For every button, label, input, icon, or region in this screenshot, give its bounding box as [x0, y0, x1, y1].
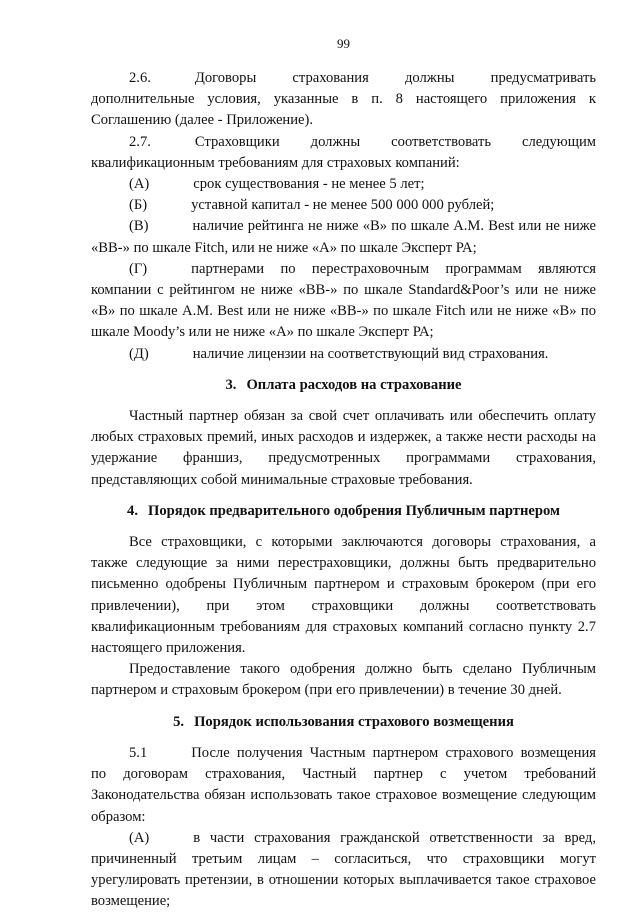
item-mark: (В) [129, 218, 149, 235]
section-4-paragraph-2: Предоставление такого одобрения должно быть сделано Публичным партнером и страховым брокером (при его привлечении) в течение 30 дней. [91, 661, 596, 699]
requirement-v [91, 216, 596, 258]
section-number: 5. [173, 713, 185, 730]
section-title: Оплата расходов на страхование [246, 376, 462, 393]
item-mark: (А) [129, 176, 150, 193]
section-title: Порядок предварительного одобрения Публичным партнером [148, 502, 560, 519]
item-text: партнерами по перестраховочным программам являются компании с рейтингом не ниже «BB-» по шкале Standard&Poor’s или не ниже «B» по шкале A.M. Best или не ниже «BB-» по шкале Fitch или не ниже «B» по шкале Moody’s или не ниже «А» по шкале Эксперт РА; [91, 260, 596, 341]
requirement-d [91, 344, 596, 365]
clause-number: 5.1 [129, 744, 148, 761]
clause-5-1-a [91, 828, 596, 913]
clause-number: 2.7. [129, 133, 151, 150]
item-text: наличие лицензии на соответствующий вид страхования. [192, 345, 549, 362]
item-text: в части страхования гражданской ответственности за вред, причиненный третьим лицам – согласиться, что страховщики могут урегулировать претензии, в отношении которых выплачивается такое страховое возмещение; [91, 829, 596, 910]
item-text: уставной капитал - не менее 500 000 000 рублей; [191, 197, 495, 214]
clause-5-1 [91, 743, 596, 828]
requirement-g [91, 259, 596, 344]
item-text: наличие рейтинга не ниже «B» по шкале A.M. Best или не ниже «BB-» по шкале Fitch, или не ниже «А» по шкале Эксперт РА; [91, 218, 596, 256]
clause-2-7 [91, 132, 596, 174]
item-text: срок существования - не менее 5 лет; [193, 176, 425, 193]
item-mark: (Г) [129, 260, 148, 277]
item-mark: (Д) [129, 345, 149, 362]
requirement-b [91, 195, 596, 216]
requirement-a [91, 174, 596, 195]
section-5-heading [91, 712, 596, 733]
clause-2-6 [91, 68, 596, 132]
section-number: 4. [127, 502, 138, 519]
item-mark: (А) [129, 829, 150, 846]
item-mark: (Б) [129, 197, 148, 214]
section-title: Порядок использования страхового возмещения [194, 713, 514, 730]
section-4-paragraph-1: Все страховщики, с которыми заключаются договоры страхования, а также следующие за ними перестраховщики, должны быть предварительно письменно одобрены Публичным партнером и страховым брокером (при его привлечении), при этом страховщики должны соответствовать квалификационным требованиям для страховых компаний согласно пункту 2.7 настоящего приложения. [91, 534, 596, 657]
clause-text: Договоры страхования должны предусматривать дополнительные условия, указанные в п. 8 настоящего приложения к Соглашению (далее - Приложение). [91, 70, 596, 129]
clause-text: Страховщики должны соответствовать следующим квалификационным требованиям для страховых компаний: [91, 133, 596, 171]
section-4-heading [91, 501, 596, 522]
clause-text: После получения Частным партнером страхового возмещения по договорам страхования, Частный партнер с учетом требований Законодательства обязан использовать такое страховое возмещение следующим образом: [91, 744, 596, 825]
clause-number: 2.6. [129, 70, 151, 86]
section-3-heading [91, 375, 596, 396]
section-number: 3. [225, 376, 237, 393]
section-3-paragraph: Частный партнер обязан за свой счет оплачивать или обеспечить оплату любых страховых премий, иных расходов и издержек, а также нести расходы на удержание франшиз, предусмотренных программами страхования, представляющих собой минимальные страховые требования. [91, 408, 596, 488]
page-number: 99 [337, 36, 350, 51]
